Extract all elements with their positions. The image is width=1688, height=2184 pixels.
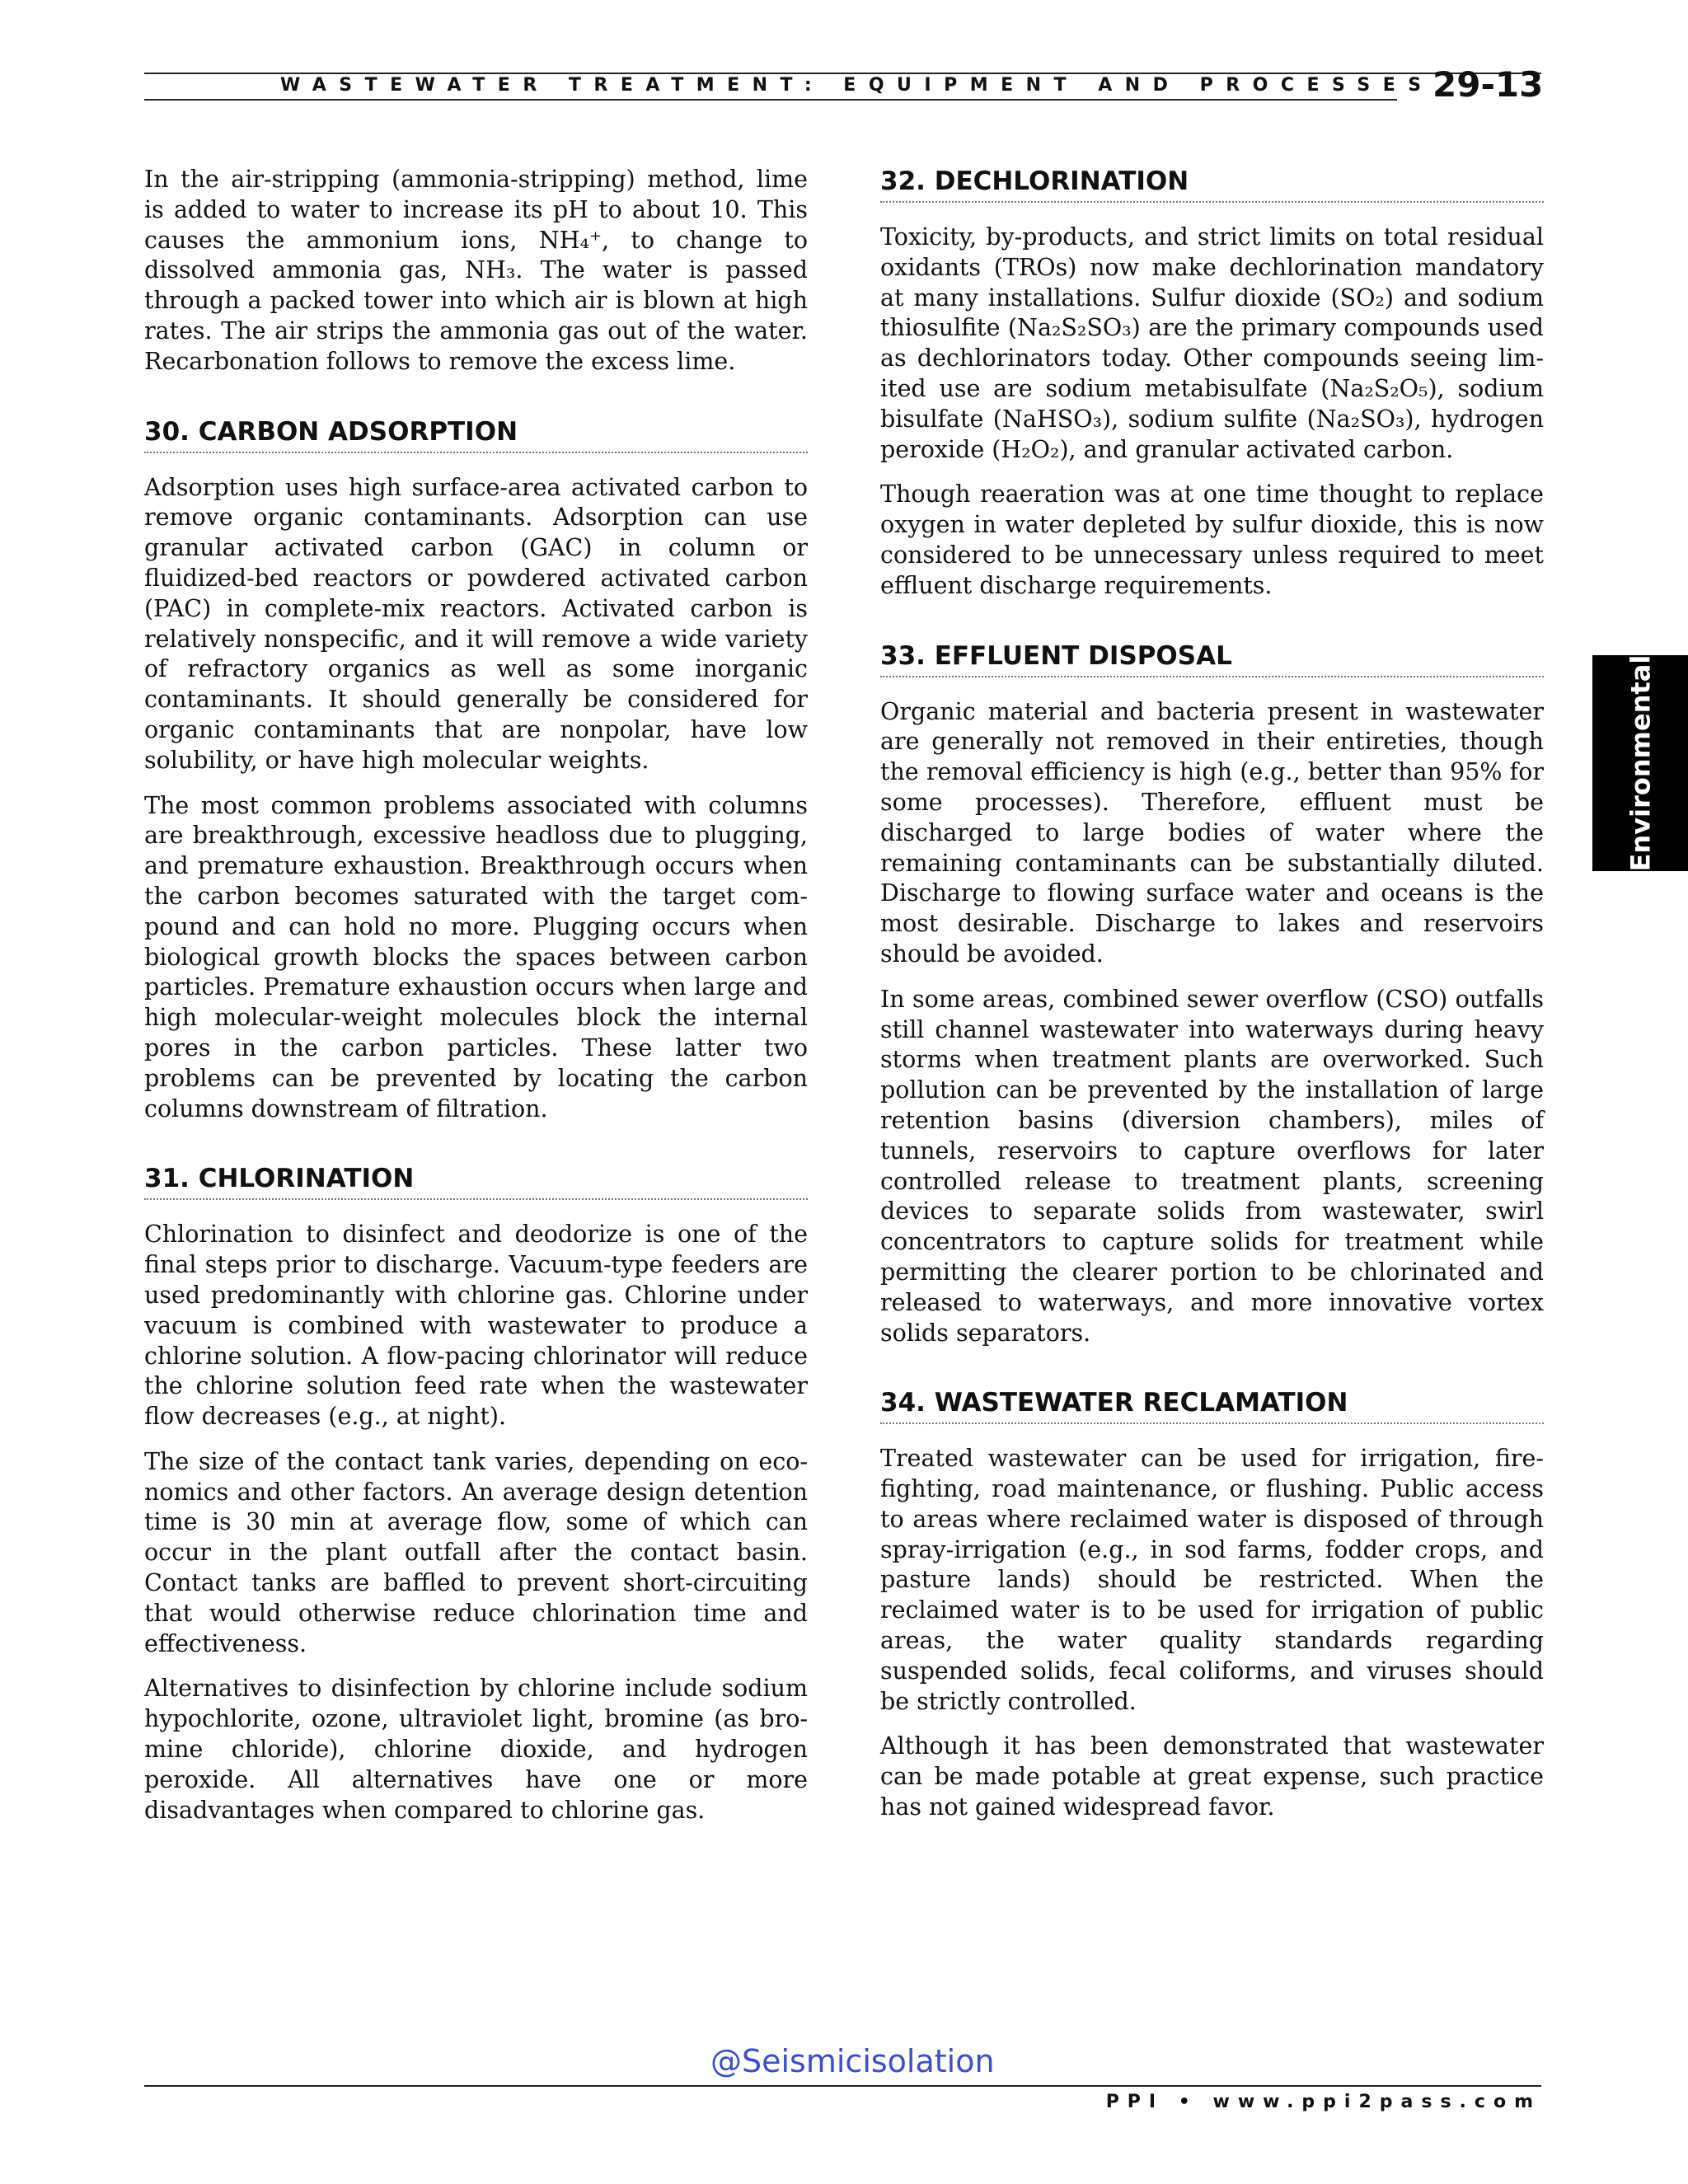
paragraph-adsorption-intro: Adsorption uses high surface-area activated carbon to remove organic contaminants. Adsorption can use granular activated carbon (GAC) in column or fluidized-bed reactors or powdered activated carbon (PAC) in complete-mix reactors. Activated carbon is relatively nonspecific, and it will remove a wide variety of refractory organics as well as some inorganic contaminants. It should generally be considered for organic contaminants that are nonpolar, have low solubility, or have high molecular weights. (144, 473, 808, 774)
paragraph-chlorination-intro: Chlorination to disinfect and deodorize is one of the final steps prior to discharge. Vacuum-type feeders are used predominantly with chlorine gas. Chlorine under vacuum is combined with wastewater to produce a chlorine solution. A flow-pacing chlorinator will reduce the chlorine solution feed rate when the wastewater flow decreases (e.g., at night). (144, 1221, 808, 1431)
heading-dechlorination: 32. DECHLORINATION (880, 165, 1544, 203)
heading-carbon-adsorption: 30. CARBON ADSORPTION (144, 415, 808, 453)
header-rule-bottom (144, 99, 1397, 101)
footer-publisher-url: PPI • www.ppi2pass.com (1105, 2092, 1541, 2112)
paragraph-dechlorination-compounds: Toxicity, by-products, and strict limits on total residual oxidants (TROs) now make dechlorination mandatory at many installations. Sulfur dioxide (SO₂) and sodium thiosulfite (Na₂S₂SO₃) are the primary compounds used as dechlorinators today. Other compounds seeing limited use are sodium metabisulfate (Na₂S₂O₅), sodium bisulfate (NaHSO₃), sodium sulfite (Na₂SO₃), hydrogen peroxide (H₂O₂), and granular activated carbon. (880, 223, 1544, 463)
footer-rule (144, 2085, 1541, 2087)
paragraph-effluent-discharge: Organic material and bacteria present in wastewater are generally not removed in their entireties, though the removal efficiency is high (e.g., better than 95% for some processes). Therefore, effluent must be discharged to large bodies of water where the remaining contaminants can be substantially diluted. Discharge to flowing surface water and oceans is the most desirable. Discharge to lakes and reservoirs should be avoided. (880, 697, 1544, 968)
environmental-section-tab (1592, 655, 1688, 871)
paragraph-chlorination-alternatives: Alternatives to disinfection by chlorine include sodium hypochlorite, ozone, ultraviolet light, bromine (as bromine chloride), chlorine dioxide, and hydrogen peroxide. All alternatives have one or more disadvantages when compared to chlorine gas. (144, 1675, 808, 1824)
running-head-title: WASTEWATER TREATMENT: EQUIPMENT AND PROCESSES (280, 75, 1434, 96)
paragraph-reclamation-uses: Treated wastewater can be used for irrigation, firefighting, road maintenance, or flushing. Public access to areas where reclaimed water is disposed of through spray-irrigation (e.g., in sod farms, fodder crops, and pasture lands) should be restricted. When the reclaimed water is to be used for irrigation of public areas, the water quality standards regarding suspended solids, fecal coliforms, and viruses should be strictly controlled. (880, 1445, 1544, 1715)
paragraph-reaeration: Though reaeration was at one time thought to replace oxygen in water depleted by sulfur dioxide, this is now considered to be unnecessary unless required to meet effluent discharge requirements. (880, 480, 1544, 599)
paragraph-adsorption-problems: The most common problems associated with columns are breakthrough, excessive headloss due to plugging, and premature exhaustion. Breakthrough occurs when the carbon becomes saturated with the target compound and can hold no more. Plugging occurs when biological growth blocks the spaces between carbon particles. Premature exhaustion occurs when large and high molecular-weight molecules block the internal pores in the carbon particles. These latter two problems can be prevented by locating the carbon columns downstream of filtration. (144, 791, 808, 1122)
watermark: @Seismicisolation (710, 2043, 995, 2079)
right-column (880, 165, 1544, 1838)
heading-chlorination: 31. CHLORINATION (144, 1162, 808, 1200)
page-number: 29-13 (1432, 64, 1544, 105)
paragraph-air-stripping: In the air-stripping (ammonia-stripping) method, lime is added to water to increase its pH to about 10. This causes the ammonium ions, NH₄⁺, to change to dissolved ammonia gas, NH₃. The water is passed through a packed tower into which air is blown at high rates. The air strips the ammonia gas out of the water. Recarbonation follows to remove the excess lime. (144, 166, 808, 375)
heading-effluent-disposal: 33. EFFLUENT DISPOSAL (880, 640, 1544, 677)
heading-wastewater-reclamation: 34. WASTEWATER RECLAMATION (880, 1386, 1544, 1424)
left-column (144, 165, 808, 1840)
paragraph-combined-sewer-overflow: In some areas, combined sewer overflow (CSO) outfalls still channel wastewater into waterways during heavy storms when treatment plants are overworked. Such pollution can be prevented by the installation of large retention basins (diversion chambers), miles of tunnels, reservoirs to capture overflows for later controlled release to treatment plants, screening devices to separate solids from wastewater, swirl concentrators to capture solids for treatment while permitting the clearer portion to be chlorinated and released to waterways, and more innovative vortex solids separators. (880, 985, 1544, 1347)
paragraph-potable-reuse: Although it has been demonstrated that wastewater can be made potable at great expense, such practice has not gained widespread favor. (880, 1732, 1544, 1821)
side-tab-label: Environmental (1625, 654, 1657, 872)
paragraph-contact-tank: The size of the contact tank varies, depending on economics and other factors. An average design detention time is 30 min at average flow, some of which can occur in the plant outfall after the contact basin. Contact tanks are baffled to prevent short-circuiting that would otherwise reduce chlorination time and effectiveness. (144, 1447, 808, 1657)
